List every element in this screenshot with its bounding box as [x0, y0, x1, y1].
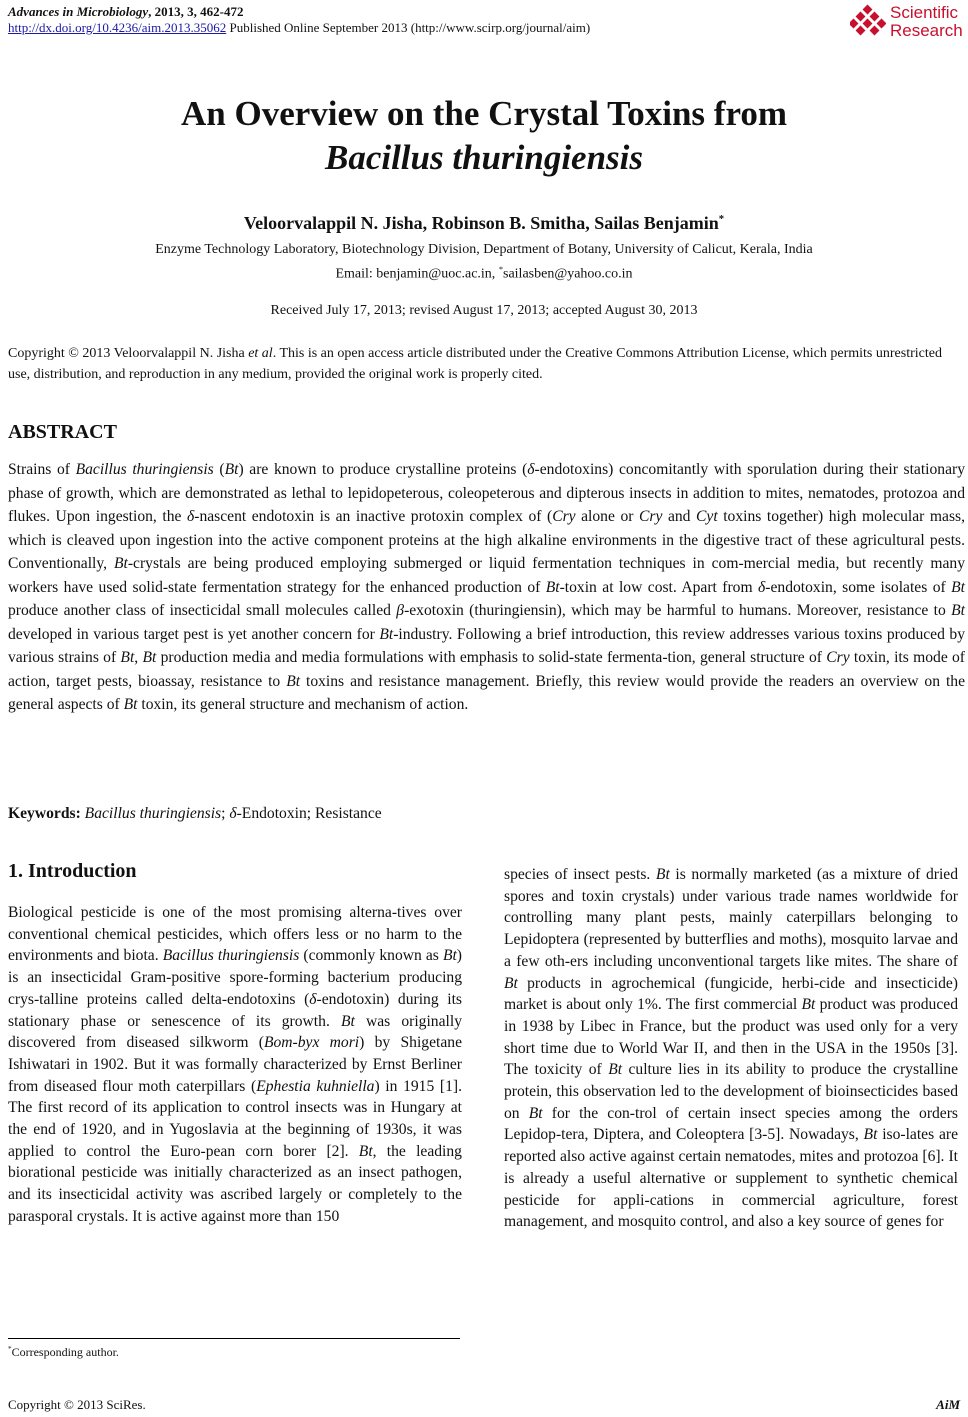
body-column-left: Biological pesticide is one of the most promising alterna-tives over conventional chemical pesticides, which offers less or no harm to the environments and biota. Bacillus thuringiensis (commonly known as Bt) is an insecticidal Gram-positive spore-forming bacterium producing crys-talline proteins called delta-endotoxins (δ-endotoxin) during its stationary phase or senescence of its growth. Bt was originally discovered from diseased silkworm (Bom-byx mori) by Shigetane Ishiwatari in 1902. But it was formally characterized by Ernst Berliner from diseased flour moth caterpillars (Ephestia kuhniella) in 1915 [1]. The first record of its application to control insects was in Hungary at the end of 1920, and in Yugoslavia at the beginning of 1930s, it was applied to control the Euro-pean corn borer [2]. Bt, the leading biorational pesticide was initially characterized as an insect pathogen, and its insecticidal activity was ascribed largely or completely to the parasporal crystals. It is active against more than 150 — [8, 904, 463, 1225]
abstract-heading: ABSTRACT — [8, 421, 117, 443]
section-heading-introduction: 1. Introduction — [8, 860, 137, 882]
author-list — [0, 213, 968, 234]
logo-line-2: Research — [890, 21, 963, 40]
abstract-body: Strains of Bacillus thuringiensis (Bt) are known to produce crystalline proteins (δ-endotoxins) concomitantly with sporulation during their stationary phase of growth, which are demonstrated as lethal to lepidopeterous, coleopeterous and dipterous insects in addition to mites, nematodes, protozoa and flukes. Upon ingestion, the δ-nascent endotoxin is an inactive protoxin complex of (Cry alone or Cry and Cyt toxins together) high molecular mass, which is cleaved upon ingestion into the active component proteins at the high alkaline environments in the digestive tract of these agricultural pests. Conventionally, Bt-crystals are being produced employing submerged or liquid fermentation techniques in com-mercial media, but recently many workers have used solid-state fermentation strategy for the enhanced production of Bt-toxin at low cost. Apart from δ-endotoxin, some isolates of Bt produce another class of insecticidal small molecules called β-exotoxin (thuringiensin), which may be harmful to humans. Moreover, resistance to Bt developed in various target pest is yet another concern for Bt-industry. Following a brief introduction, this review addresses various toxins produced by various strains of Bt, Bt production media and media formulations with emphasis to solid-state fermenta-tion, general structure of Cry toxin, its mode of action, target pests, bioassay, resistance to Bt toxins and resistance management. Briefly, this review would provide the readers an overview on the general aspects of Bt toxin, its general structure and mechanism of action. — [8, 461, 966, 713]
keyword-1: Bacillus thuringiensis — [84, 805, 222, 822]
copyright-etal: et al — [248, 346, 273, 361]
email-line — [0, 260, 968, 285]
journal-citation — [8, 4, 243, 20]
email-second: sailasben@yahoo.co.in — [503, 266, 633, 282]
copyright-part-2: . This is an open access article distributed under the Creative Commons Attribution License, which permits unrestricted use, distribution, and reproduction in any medium, provided the original work is properly cited. — [8, 346, 942, 382]
title-line-1: An Overview on the Crystal Toxins from — [180, 94, 788, 133]
email-mark: * — [498, 265, 503, 274]
footnote-text: Corresponding author. — [11, 1345, 119, 1359]
article-title — [0, 92, 968, 180]
logo-mark-icon — [850, 4, 886, 40]
footer-journal-abbrev: AiM — [936, 1397, 960, 1412]
publication-line — [8, 20, 590, 36]
volume-info: , 2013, 3, 462-472 — [148, 4, 244, 19]
body-column-right: species of insect pests. Bt is normally marketed (as a mixture of dried spores and toxin crystals) under various trade names worldwide for controlling many plant pests, mainly caterpillars belonging to Lepidoptera (represented by butterflies and moths), mosquito larvae and a few oth-ers including unconventional targets like mites. The share of Bt products in agrochemical (fungicide, herbi-cide and insecticide) market is about only 1%. The first commercial Bt product was produced in 1938 by Libec in France, but the product was used only for a very short time due to World War II, and then in the USA in the 1950s [3]. The toxicity of Bt culture lies in its ability to produce the crystalline protein, this observation led to the development of bioinsecticides based on Bt for the con-trol of certain insect species among the orders Lepidop-tera, Diptera, and Coleoptera [3-5]. Nowadays, Bt iso-lates are reported also active against certain nematodes, mites and protozoa [6]. It is already a useful alternative or supplement to synthetic chemical pesticide for appli-cations in commercial agriculture, forest management, and mosquito control, and also a key source of genes for — [504, 866, 958, 1231]
keyword-sep: ; — [221, 805, 230, 822]
title-line-2: Bacillus thuringiensis — [324, 138, 644, 177]
received-dates: Received July 17, 2013; revised August 17, 2013; accepted August 30, 2013 — [270, 303, 698, 318]
keywords-label: Keywords: — [8, 805, 81, 822]
keywords-line — [8, 805, 382, 823]
footnote-mark: * — [8, 1345, 12, 1353]
affiliation-block — [0, 240, 968, 285]
email-prefix: Email: benjamin@uoc.ac.in, — [335, 266, 499, 282]
copyright-notice — [8, 343, 966, 385]
authors-text: Veloorvalappil N. Jisha, Robinson B. Smitha, Sailas Benjamin — [243, 213, 719, 233]
publisher-logo — [850, 2, 965, 42]
keyword-2-symbol: δ — [229, 805, 237, 822]
affiliation: Enzyme Technology Laboratory, Biotechnology Division, Department of Botany, University of Calicut, Kerala, India — [155, 242, 813, 257]
copyright-part-1: Copyright © 2013 Veloorvalappil N. Jisha — [8, 346, 249, 361]
logo-line-1: Scientific — [890, 3, 959, 22]
corresponding-mark: * — [718, 213, 725, 225]
footer-copyright: Copyright © 2013 SciRes. — [8, 1397, 146, 1412]
doi-link[interactable]: http://dx.doi.org/10.4236/aim.2013.35062 — [8, 20, 227, 35]
keyword-2-rest: -Endotoxin; Resistance — [236, 805, 382, 822]
logo-text — [890, 4, 963, 40]
footnote-divider — [8, 1338, 460, 1339]
footnote — [8, 1345, 119, 1360]
published-text: Published Online September 2013 (http://www.scirp.org/journal/aim) — [226, 20, 591, 35]
journal-title: Advances in Microbiology — [8, 4, 149, 19]
